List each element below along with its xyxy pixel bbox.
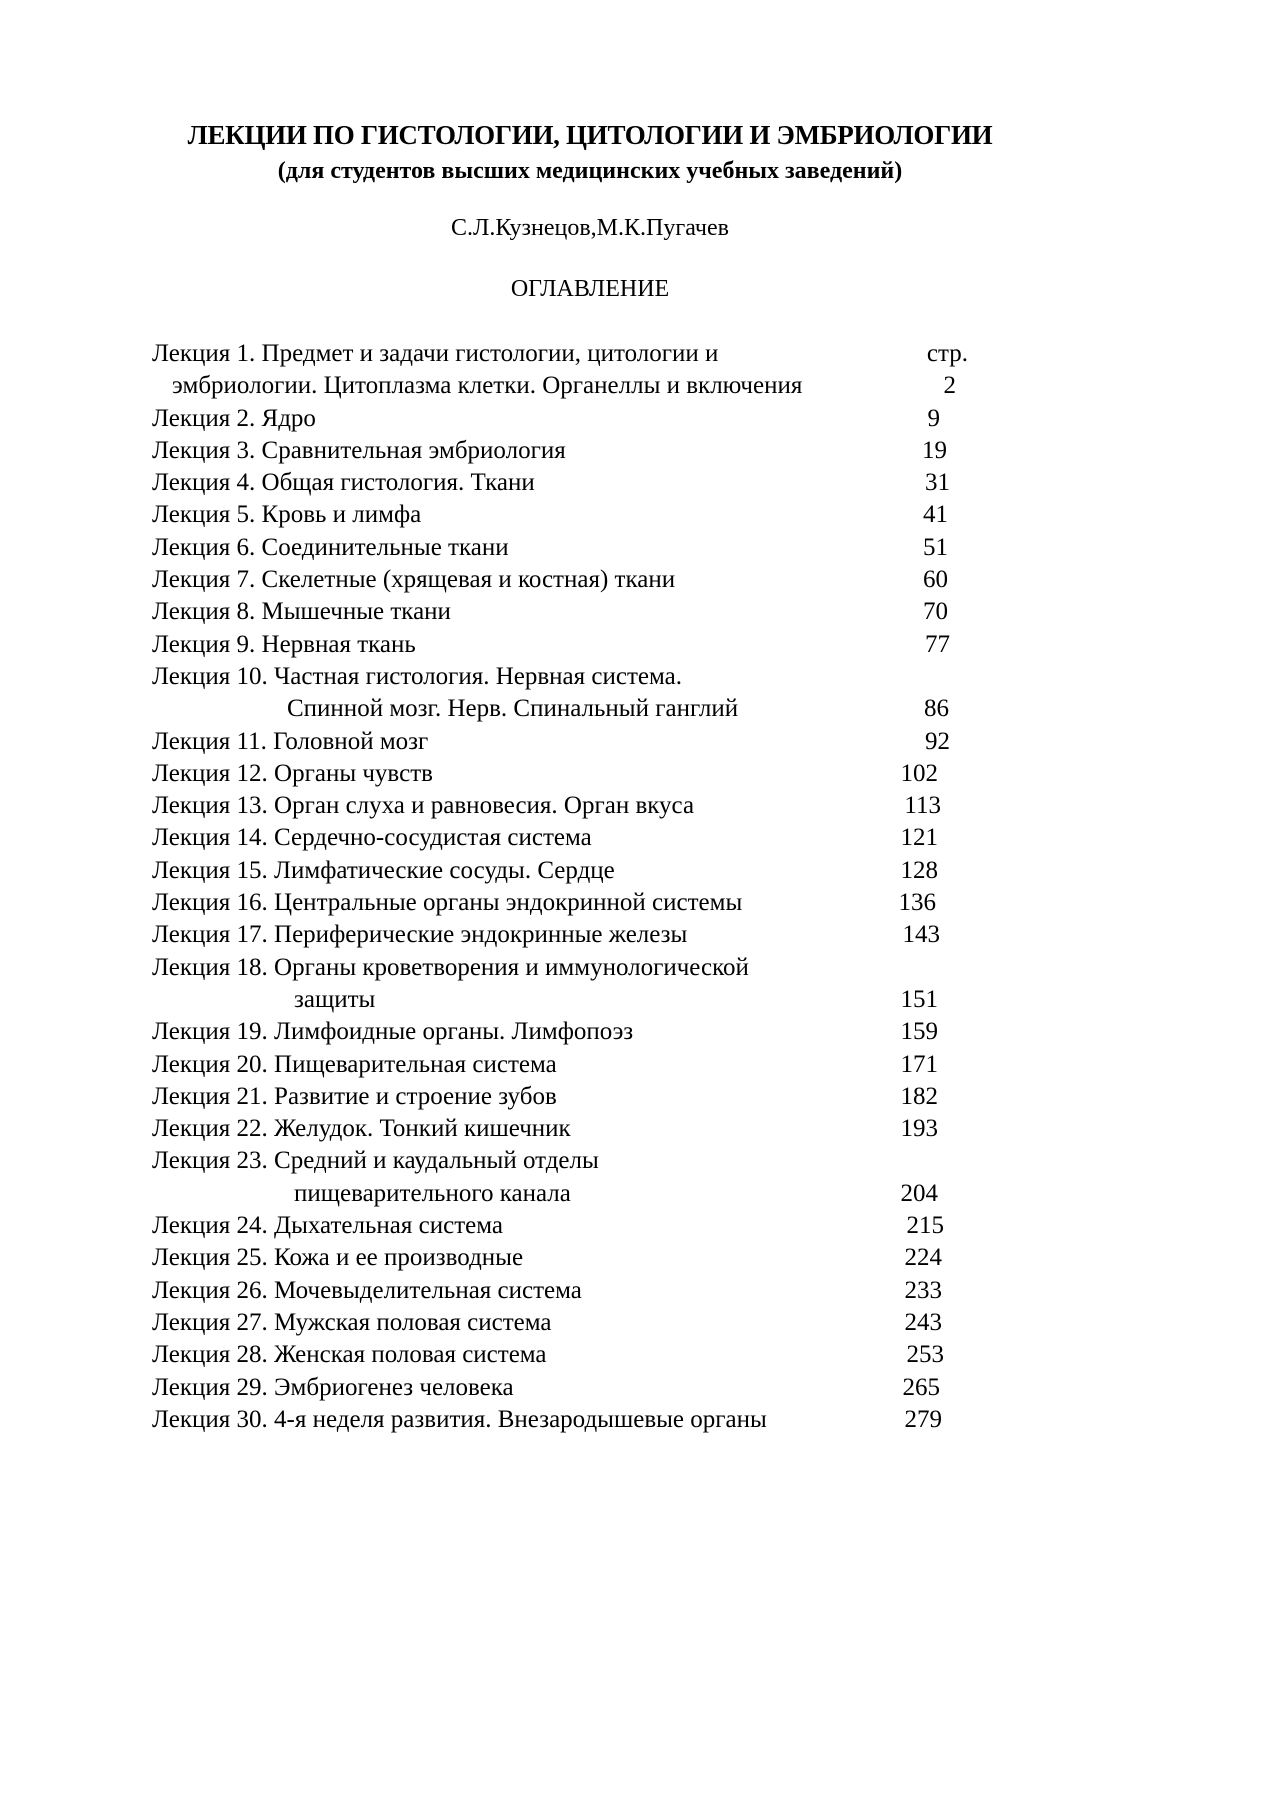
toc-entry-title: Лекция 7. Скелетные (хрящевая и костная) ткани	[152, 566, 676, 594]
toc-entry	[152, 499, 972, 531]
toc-entry	[152, 1113, 972, 1145]
toc-entry	[152, 726, 972, 758]
toc-entry-title: Лекция 29. Эмбриогенез человека	[152, 1373, 514, 1401]
toc-heading: ОГЛАВЛЕНИЕ	[510, 276, 670, 302]
toc-entry-title: Лекция 24. Дыхательная система	[152, 1212, 503, 1240]
toc-entry	[152, 403, 972, 435]
toc-page-number: 113	[904, 792, 941, 820]
toc-page-number: 121	[900, 824, 938, 852]
toc-entry-continuation	[152, 1178, 972, 1210]
toc-entry-title: Лекция 16. Центральные органы эндокринной системы	[152, 889, 743, 917]
toc-entry-continuation	[152, 370, 972, 402]
toc-entry-title-continuation: защиты	[294, 985, 376, 1013]
toc-entry-title-continuation: пищеварительного канала	[294, 1179, 571, 1207]
toc-entry-title: Лекция 17. Периферические эндокринные железы	[152, 921, 688, 949]
toc-entry	[152, 1049, 972, 1081]
toc-page-number: 151	[900, 985, 938, 1013]
toc-entry-title: Лекция 26. Мочевыделительная система	[152, 1276, 582, 1304]
toc-entry-title: Лекция 8. Мышечные ткани	[152, 598, 451, 626]
toc-entry-continuation	[152, 693, 972, 725]
toc-page-number: 204	[900, 1179, 938, 1207]
toc-entry-title: Лекция 6. Соединительные ткани	[152, 533, 509, 561]
toc-entry	[152, 1145, 972, 1177]
toc-entry	[152, 822, 972, 854]
toc-entry	[152, 564, 972, 596]
toc-page-number: 159	[900, 1018, 938, 1046]
toc-entry	[152, 467, 972, 499]
toc-page-number: 19	[922, 436, 947, 464]
toc-entry-title: Лекция 30. 4-я неделя развития. Внезародышевые органы	[152, 1405, 767, 1433]
toc-entry-title: Лекция 10. Частная гистология. Нервная система.	[152, 662, 682, 690]
toc-entry	[152, 435, 972, 467]
toc-entry-title-continuation: Спинной мозг. Нерв. Спинальный ганглий	[287, 695, 739, 723]
toc-entry	[152, 1372, 972, 1404]
table-of-contents	[152, 338, 972, 1436]
toc-page-number: 77	[925, 630, 950, 658]
toc-entry-title: Лекция 13. Орган слуха и равновесия. Орган вкуса	[152, 792, 695, 820]
toc-entry-title: Лекция 19. Лимфоидные органы. Лимфопоэз	[152, 1018, 634, 1046]
toc-page-column-label: стр.	[926, 340, 968, 367]
toc-entry-title: Лекция 14. Сердечно-сосудистая система	[152, 824, 592, 852]
toc-entry	[152, 532, 972, 564]
toc-page-number: 253	[906, 1341, 944, 1369]
document-authors: С.Л.Кузнецов,М.К.Пугачев	[451, 215, 729, 241]
document-title: ЛЕКЦИИ ПО ГИСТОЛОГИИ, ЦИТОЛОГИИ И ЭМБРИОЛОГИИ	[187, 120, 993, 150]
toc-entry-title: Лекция 23. Средний и каудальный отделы	[152, 1147, 599, 1175]
toc-page-number: 31	[925, 469, 950, 497]
toc-entry-title: Лекция 5. Кровь и лимфа	[152, 501, 422, 529]
toc-entry-title: Лекция 12. Органы чувств	[152, 759, 433, 787]
toc-entry	[152, 1339, 972, 1371]
toc-entry	[152, 758, 972, 790]
toc-page-number: 265	[902, 1373, 940, 1401]
toc-entry	[152, 952, 972, 984]
toc-entry	[152, 1016, 972, 1048]
toc-entry-title: Лекция 9. Нервная ткань	[152, 630, 416, 658]
toc-entry	[152, 1404, 972, 1436]
toc-entry	[152, 1307, 972, 1339]
toc-entry	[152, 887, 972, 919]
toc-entry-title: Лекция 27. Мужская половая система	[152, 1308, 552, 1336]
toc-entry-title: Лекция 20. Пищеварительная система	[152, 1050, 557, 1078]
toc-page-number: 171	[900, 1050, 938, 1078]
toc-page-number: 243	[904, 1308, 942, 1336]
toc-entry-title: Лекция 2. Ядро	[152, 404, 316, 432]
toc-entry-title: Лекция 1. Предмет и задачи гистологии, цитологии и	[152, 340, 719, 367]
toc-entry	[152, 1275, 972, 1307]
toc-page-number: 51	[923, 533, 948, 561]
toc-page-number: 102	[900, 759, 938, 787]
toc-page-number: 193	[900, 1115, 938, 1143]
toc-entry-title: Лекция 25. Кожа и ее производные	[152, 1244, 524, 1272]
toc-page-number: 2	[943, 372, 956, 400]
toc-page-number: 215	[906, 1212, 944, 1240]
toc-entry	[152, 1242, 972, 1274]
toc-page-number: 70	[923, 598, 948, 626]
toc-page-number: 86	[924, 695, 949, 723]
toc-entry-title: Лекция 28. Женская половая система	[152, 1341, 547, 1369]
toc-page-number: 136	[898, 889, 936, 917]
toc-page-number: 224	[904, 1244, 942, 1272]
toc-entry	[152, 855, 972, 887]
toc-entry-continuation	[152, 984, 972, 1016]
toc-page-number: 9	[927, 404, 940, 432]
toc-entry-title: Лекция 4. Общая гистология. Ткани	[152, 469, 535, 497]
toc-entry	[152, 1081, 972, 1113]
toc-entry	[152, 919, 972, 951]
toc-page-number: 41	[923, 501, 948, 529]
toc-page-number: 92	[925, 727, 950, 755]
toc-entry	[152, 596, 972, 628]
toc-page-number: 233	[904, 1276, 942, 1304]
toc-entry	[152, 629, 972, 661]
document-subtitle: (для студентов высших медицинских учебных заведений)	[277, 158, 903, 184]
toc-entry	[152, 661, 972, 693]
toc-entry	[152, 338, 972, 370]
toc-entry-title: Лекция 3. Сравнительная эмбриология	[152, 436, 566, 464]
toc-entry-title: Лекция 15. Лимфатические сосуды. Сердце	[152, 856, 615, 884]
toc-entry	[152, 1210, 972, 1242]
toc-entry	[152, 790, 972, 822]
toc-entry-title: Лекция 22. Желудок. Тонкий кишечник	[152, 1115, 571, 1143]
toc-page-number: 143	[902, 921, 940, 949]
toc-page-number: 279	[904, 1405, 942, 1433]
toc-page-number: 128	[900, 856, 938, 884]
toc-entry-title: Лекция 18. Органы кроветворения и иммунологической	[152, 953, 749, 981]
toc-page-number: 60	[923, 566, 948, 594]
toc-entry-title: Лекция 11. Головной мозг	[152, 727, 429, 755]
toc-entry-title: Лекция 21. Развитие и строение зубов	[152, 1082, 557, 1110]
toc-entry-title-continuation: эмбриологии. Цитоплазма клетки. Органеллы и включения	[172, 372, 803, 400]
toc-page-number: 182	[900, 1082, 938, 1110]
